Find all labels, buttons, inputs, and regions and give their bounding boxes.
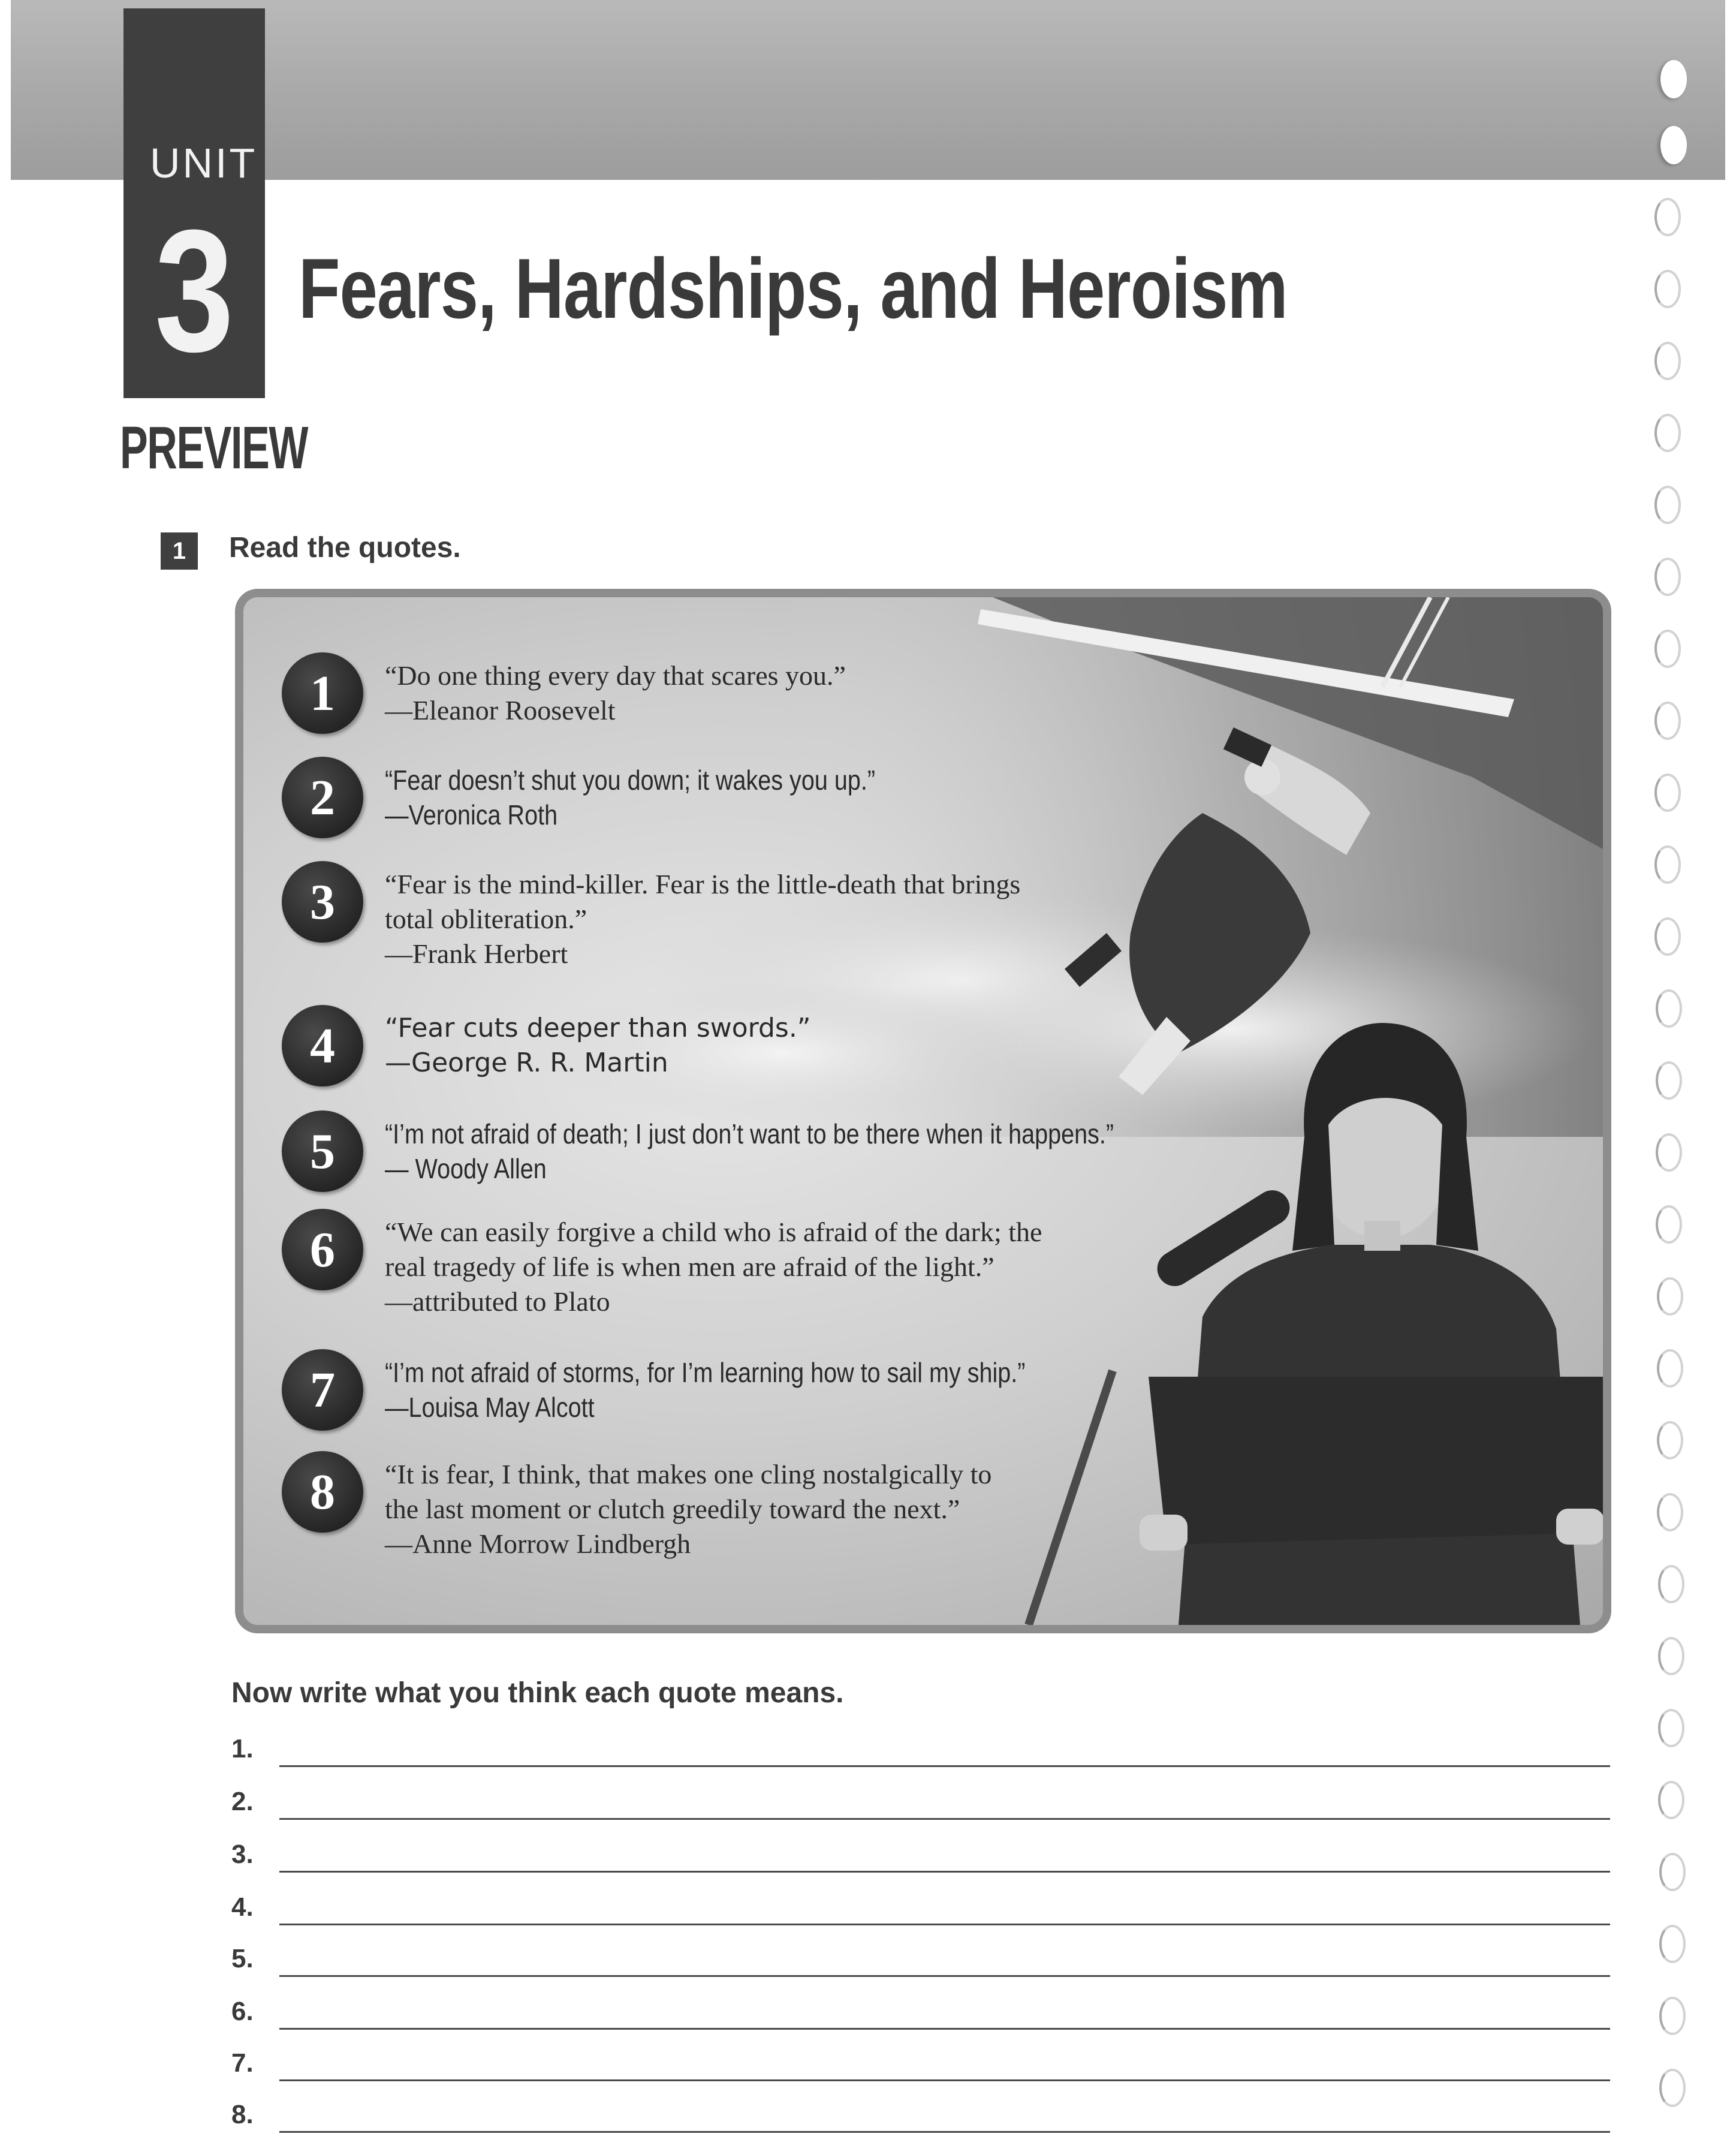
quote-text [385,1011,1224,1080]
quote-line: “It is fear, I think, that makes one cling nostalgically to [385,1459,992,1489]
binder-hole-icon [1654,702,1681,740]
binder-hole-icon [1654,558,1681,596]
quote-author: —attributed to Plato [385,1286,610,1317]
quote-text [385,1457,1224,1561]
quote-line: “I’m not afraid of death; I just don’t want to be there when it happens.” [385,1118,1114,1149]
answer-number: 7. [231,2048,254,2078]
answer-number: 6. [231,1997,254,2026]
answer-line[interactable] [279,1871,1610,1873]
quote-line: “I’m not afraid of storms, for I’m learning how to sail my ship.” [385,1357,1026,1388]
answer-number: 3. [231,1840,254,1869]
quote-text [385,658,1224,728]
answer-line[interactable] [279,1924,1610,1925]
binder-hole-icon [1654,917,1681,956]
quote-number-badge: 7 [282,1349,363,1431]
answer-number: 2. [231,1787,254,1816]
quote-number-badge: 6 [282,1209,363,1290]
answer-line[interactable] [279,1765,1610,1767]
binder-hole-icon [1657,1421,1683,1459]
binder-hole-icon [1656,1061,1682,1100]
answer-row[interactable] [231,1840,1610,1882]
quote-line: “Fear doesn’t shut you down; it wakes you up.” [385,765,875,796]
binder-hole-icon [1659,1925,1686,1963]
answer-row[interactable] [231,1734,1610,1776]
answer-row[interactable] [231,2100,1610,2142]
answer-number: 1. [231,1734,254,1763]
exercise-number-badge: 1 [161,532,198,570]
binder-hole-icon [1654,198,1681,236]
quote-author: —Eleanor Roosevelt [385,695,616,726]
quote-text [385,1215,1224,1319]
header-band [11,0,1725,180]
answer-row[interactable] [231,1944,1610,1986]
binder-hole-icon [1654,486,1681,524]
quote-author: —Anne Morrow Lindbergh [385,1528,691,1559]
quote-text [385,867,1224,971]
binder-hole-icon [1658,1565,1684,1603]
binder-hole-icon [1654,342,1681,380]
quote-panel [235,589,1611,1633]
answer-row[interactable] [231,1787,1610,1829]
binder-hole-icon [1658,1709,1684,1747]
quote-author: —George R. R. Martin [385,1048,668,1078]
binder-hole-icon [1656,1205,1682,1244]
binder-hole-icon [1660,60,1687,98]
binder-hole-icon [1657,1349,1683,1387]
answer-line[interactable] [279,2131,1610,2133]
answer-row[interactable] [231,1997,1610,2039]
answer-row[interactable] [231,2048,1610,2090]
quote-author: — Woody Allen [385,1153,547,1184]
quote-number-badge: 1 [282,652,363,734]
binder-hole-icon [1656,989,1682,1028]
quote-author: —Frank Herbert [385,938,568,969]
quote-line: “Fear cuts deeper than swords.” [385,1013,811,1043]
binder-hole-icon [1660,126,1687,164]
answer-line[interactable] [279,2079,1610,2081]
unit-label: UNIT [150,140,258,186]
binder-hole-icon [1659,2069,1686,2107]
answer-number: 5. [231,1944,254,1973]
quote-number-badge: 2 [282,757,363,838]
binder-holes [1642,48,1726,2135]
quote-number-badge: 8 [282,1451,363,1533]
binder-hole-icon [1654,773,1681,812]
binder-hole-icon [1659,1853,1686,1891]
binder-hole-icon [1654,270,1681,308]
quote-number-badge: 4 [282,1005,363,1086]
quote-line: the last moment or clutch greedily toward the next.” [385,1494,960,1524]
quote-line: “We can easily forgive a child who is afraid of the dark; the [385,1217,1042,1247]
quote-number-badge: 3 [282,861,363,943]
answer-line[interactable] [279,1975,1610,1977]
binder-hole-icon [1657,1493,1683,1531]
answer-line[interactable] [279,1818,1610,1820]
quote-author: —Louisa May Alcott [385,1392,595,1423]
answer-number: 4. [231,1892,254,1922]
binder-hole-icon [1654,845,1681,884]
writing-instruction: Now write what you think each quote means. [231,1677,844,1709]
quote-line: “Fear is the mind-killer. Fear is the little-death that brings [385,869,1021,899]
quote-text [385,1116,1220,1186]
quote-line: total obliteration.” [385,904,587,934]
answer-line[interactable] [279,2028,1610,2030]
binder-hole-icon [1659,1997,1686,2035]
quote-line: “Do one thing every day that scares you.” [385,660,846,691]
quote-author: —Veronica Roth [385,799,558,830]
section-label: PREVIEW [120,414,308,481]
quote-text [385,763,1220,832]
unit-number: 3 [155,194,234,388]
binder-hole-icon [1654,414,1681,452]
binder-hole-icon [1658,1637,1684,1675]
answer-row[interactable] [231,1892,1610,1934]
page-title: Fears, Hardships, and Heroism [299,241,1288,336]
quote-text [385,1355,1220,1425]
binder-hole-icon [1657,1277,1683,1316]
binder-hole-icon [1656,1133,1682,1172]
answer-number: 8. [231,2100,254,2129]
exercise-instruction: Read the quotes. [229,532,461,564]
binder-hole-icon [1658,1781,1684,1819]
quote-line: real tragedy of life is when men are afraid of the light.” [385,1251,994,1282]
quote-number-badge: 5 [282,1110,363,1192]
binder-hole-icon [1654,630,1681,668]
